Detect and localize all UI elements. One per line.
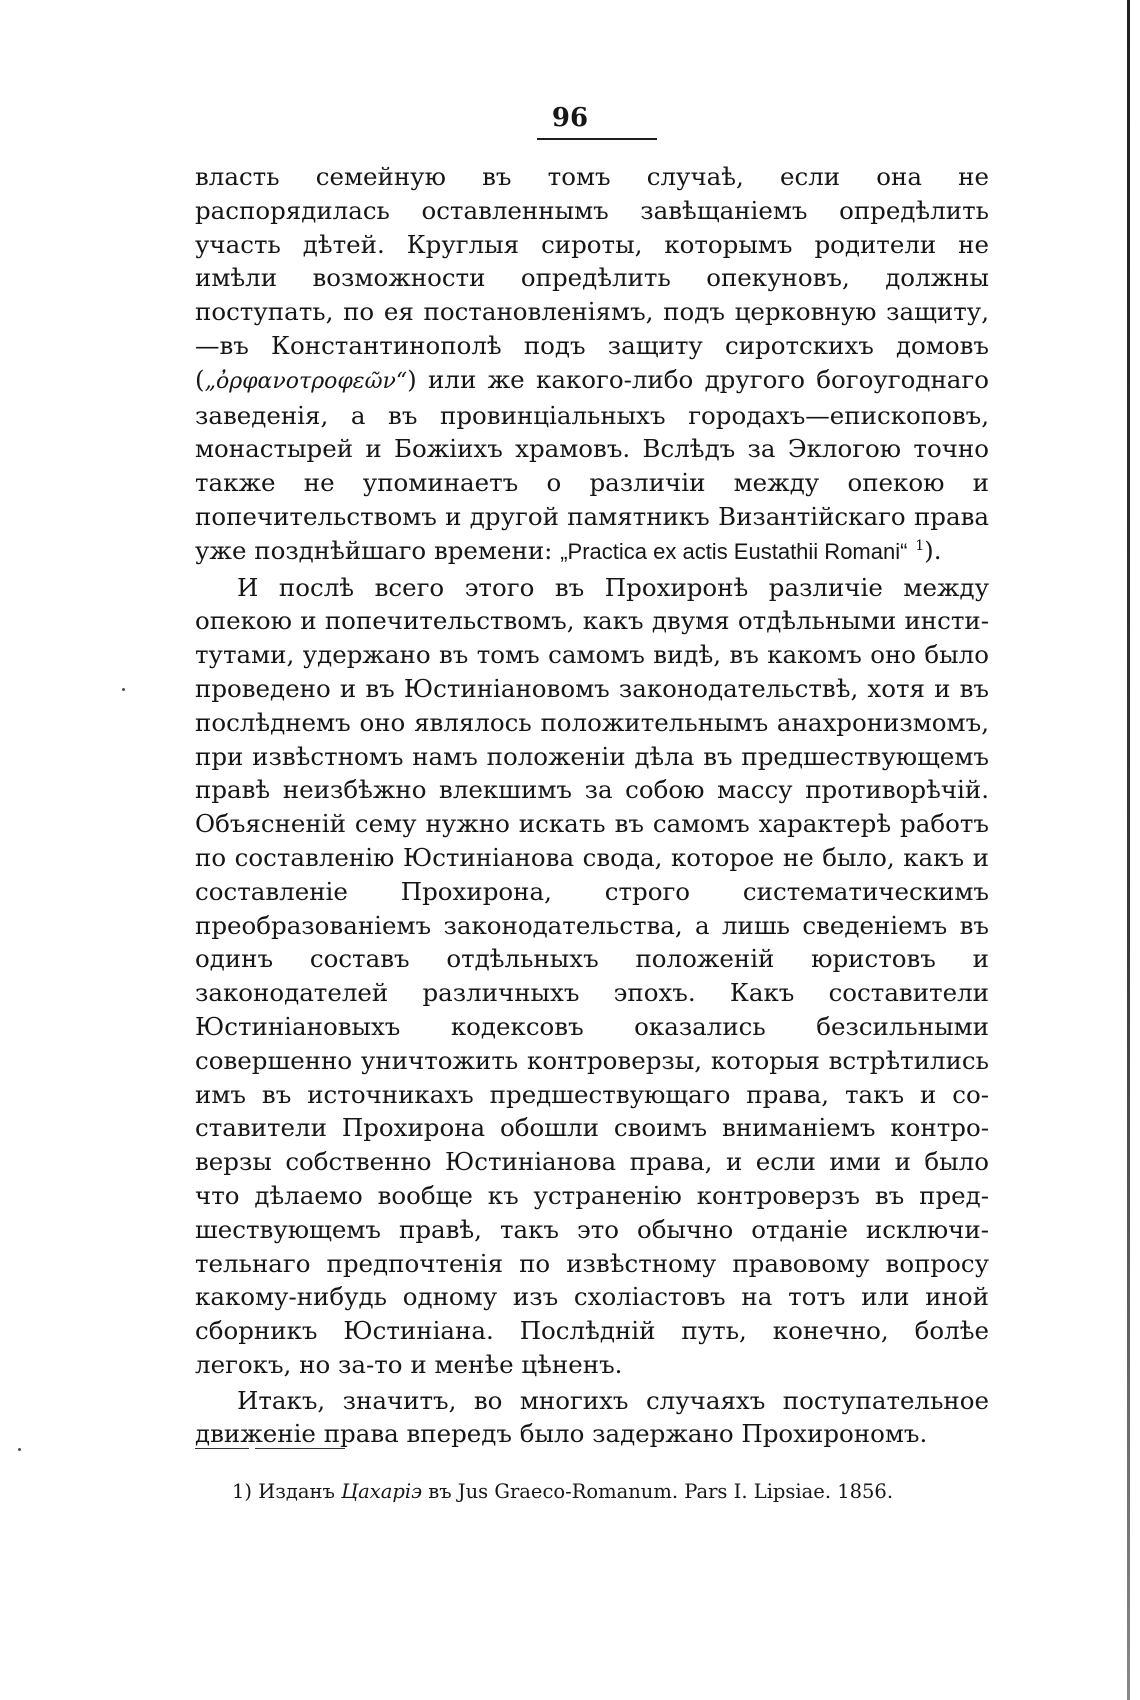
latin-title: „Practica ex actis Eustathii Romani“ [560, 538, 908, 564]
paragraph-1-text-b: ) или же какого-либо другого богоугоднаго заведенія, а въ провинціальныхъ городахъ—епископовъ, монастырей и Божіихъ храмовъ. Вслѣдъ за Эклогою точно также не упоминаетъ о различіи между опекою и попечительствомъ и другой памятникъ Византійскаго права уже позднѣйшаго времени: [195, 364, 989, 565]
scan-speck [122, 688, 125, 691]
footnote-rule-long [255, 1448, 345, 1449]
paragraph-2: И послѣ всего этого въ Прохиронѣ различіе между опекою и попечительствомъ, какъ двумя отдѣльными институтами, удержано въ томъ самомъ видѣ, въ какомъ оно было проведено и въ Юстиніановомъ законодательствѣ, хотя и въ послѣднемъ оно являлось положительнымъ анахронизмомъ, при извѣстномъ намъ положеніи дѣла въ предшествующемъ правѣ неизбѣжно влекшимъ за собою массу противорѣчій. Объясненій сему нужно искать въ самомъ характерѣ работъ по составленію Юстиніанова свода, которое не было, какъ и составленіе Прохирона, строго систематическимъ преобразованіемъ законодательства, а лишь сведеніемъ въ одинъ составъ отдѣльныхъ положеній юристовъ и законодателей различныхъ эпохъ. Какъ составители Юстиніановыхъ кодексовъ оказались безсильными совершенно уничтожить контроверзы, которыя встрѣтились имъ въ источникахъ предшествующаго права, такъ и составители Прохирона обошли своимъ вниманіемъ контроверзы собственно Юстиніанова права, и если ими и было что дѣлаемо вообще къ устраненію контроверзъ въ предшествующемъ правѣ, такъ это обычно отданіе исключительнаго предпочтенія по извѣстному правовому вопросу какому-нибудь одному изъ схоліастовъ на тотъ или иной сборникъ Юстиніана. Послѣдній путь, конечно, болѣе легокъ, но за-то и менѣе цѣненъ. [195, 572, 989, 1379]
footnote-separator [195, 1448, 395, 1452]
paragraph-1-text-a: власть семейную въ томъ случаѣ, если она не распорядилась оставленнымъ завѣщаніемъ опредѣлить участь дѣтей. Круглыя сироты, которымъ родители не имѣли возможности опредѣлить опекуновъ, должны поступать, по ея постановленіямъ, подъ церковную защиту,—въ Константинополѣ подъ защиту сиротскихъ домовъ ( [195, 162, 989, 394]
footnote-rule-short [195, 1448, 249, 1449]
footnote [232, 1478, 1012, 1506]
scan-edge-line [1127, 0, 1130, 1700]
body-text [195, 160, 989, 1451]
footnote-citation: въ Jus Graeco-Romanum. Pars I. Lipsiae. 1856. [428, 1480, 894, 1503]
paragraph-1 [195, 160, 989, 569]
page-number: 96 [551, 103, 589, 133]
footnote-reference: 1 [915, 537, 925, 554]
footnote-author: Цахаріэ [341, 1480, 423, 1503]
footnote-lead: Изданъ [258, 1480, 335, 1503]
scan-speck [18, 1448, 21, 1451]
paragraph-1-text-c: ). [924, 535, 942, 565]
header-rule [537, 138, 657, 140]
footnote-marker: 1) [232, 1480, 253, 1503]
greek-term: „ὀρφανοτροφεῶν“ [204, 368, 408, 394]
paragraph-3: Итакъ, значитъ, во многихъ случаяхъ поступательное движеніе права впередъ было задержано Прохирономъ. [195, 1385, 989, 1449]
